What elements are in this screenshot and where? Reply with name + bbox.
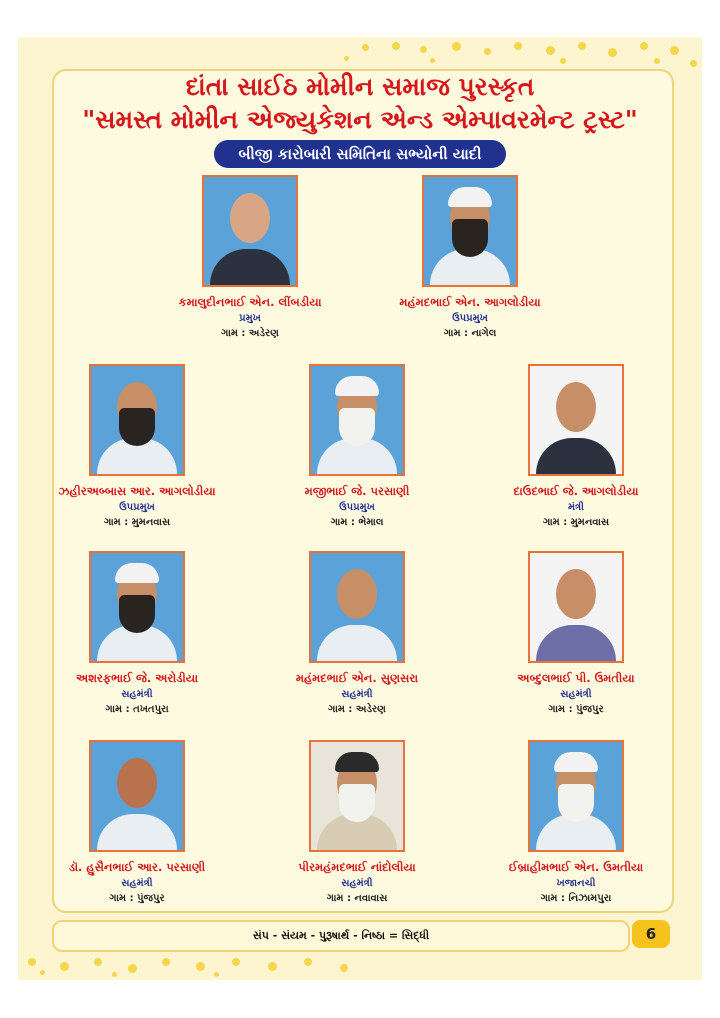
member-role: સહમંત્રી (121, 878, 153, 889)
member-village: ગામ : તખતપુરા (105, 704, 169, 715)
member-village: ગામ : અડેરણ (221, 328, 279, 339)
member-photo (309, 364, 405, 476)
member-role: ઉપપ્રમુખ (339, 502, 375, 513)
member-village: ગામ : અડેરણ (328, 704, 386, 715)
page-number: 6 (632, 920, 670, 948)
member-photo (422, 175, 518, 287)
member-role: ખજાનચી (556, 878, 596, 889)
member-village: ગામ : નિઝામપુરા (540, 893, 612, 904)
member-role: સહમંત્રી (560, 689, 592, 700)
member-card (252, 551, 462, 715)
member-photo (309, 551, 405, 663)
member-photo (89, 364, 185, 476)
member-card (252, 364, 462, 528)
member-role: ઉપપ્રમુખ (452, 313, 488, 324)
member-photo (89, 551, 185, 663)
member-card (145, 175, 355, 339)
member-village: ગામ : પુંજપુર (548, 704, 604, 715)
member-name: ઈબ્રાહીમભાઈ એન. ઉમતીયા (508, 860, 644, 874)
member-photo (528, 364, 624, 476)
committee-list-ribbon: બીજી કારોબારી સમિતિના સભ્યોની યાદી (214, 140, 506, 168)
member-card (471, 364, 681, 528)
header-title-line1: દાંતા સાઈઠ મોમીન સમાજ પુરસ્કૃત (185, 72, 535, 101)
member-name: ડૉ. હુસૈનભાઈ આર. પરસાણી (68, 860, 206, 874)
member-card (471, 551, 681, 715)
member-card (32, 740, 242, 904)
member-village: ગામ : મુમનવાસ (103, 517, 171, 528)
member-photo (202, 175, 298, 287)
member-name: ઝહીરઅબ્બાસ આર. આગલોડીયા (58, 484, 216, 498)
member-photo (528, 740, 624, 852)
member-name: અશરફભાઈ જે. અરોડીયા (75, 671, 199, 685)
member-role: સહમંત્રી (121, 689, 153, 700)
member-photo (309, 740, 405, 852)
member-name: દાઉદભાઈ જે. આગલોડીયા (513, 484, 639, 498)
member-village: ગામ : ભેમાલ (330, 517, 384, 528)
member-role: ઉપપ્રમુખ (119, 502, 155, 513)
member-card (471, 740, 681, 904)
member-name: મજીભાઈ જે. પરસાણી (304, 484, 410, 498)
member-name: મહંમદભાઈ એન. સુણસરા (295, 671, 419, 685)
header-title-line2: "સમસ્ત મોમીન એજ્યુકેશન એન્ડ એમ્પાવરમેન્ટ ટ્રસ્ટ" (82, 105, 638, 134)
member-role: પ્રમુખ (239, 313, 261, 324)
member-role: મંત્રી (567, 502, 585, 513)
member-role: સહમંત્રી (341, 878, 373, 889)
member-name: કમાલુદીનભાઈ એન. લીંબડીયા (178, 295, 322, 309)
member-name: મહંમદભાઈ એન. આગલોડીયા (399, 295, 541, 309)
member-card (32, 364, 242, 528)
member-village: ગામ : નાગેલ (443, 328, 497, 339)
footer-motto: સંપ - સંયમ - પુરૂષાર્થ - નિષ્ઠા = સિદ્ધી (52, 920, 630, 952)
member-photo (89, 740, 185, 852)
member-role: સહમંત્રી (341, 689, 373, 700)
member-name: પીરમહંમદભાઈ નાંદોલીયા (298, 860, 416, 874)
member-card (252, 740, 462, 904)
member-village: ગામ : પુંજપુર (109, 893, 165, 904)
member-card (365, 175, 575, 339)
member-village: ગામ : મુમનવાસ (542, 517, 610, 528)
member-name: અબ્દુલભાઈ પી. ઉમતીયા (517, 671, 635, 685)
member-village: ગામ : નવાવાસ (326, 893, 388, 904)
member-photo (528, 551, 624, 663)
member-card (32, 551, 242, 715)
